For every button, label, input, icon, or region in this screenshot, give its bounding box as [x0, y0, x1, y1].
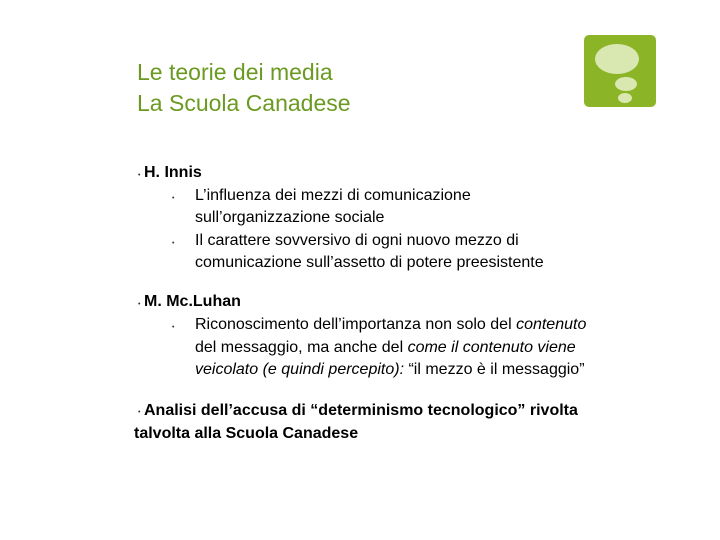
bullet-dot: •: [172, 195, 175, 202]
innis-item-2-line-2: comunicazione sull’assetto di potere preesistente: [195, 254, 544, 271]
analisi-line-1: Analisi dell’accusa di “determinismo tecnologico” rivolta: [144, 402, 578, 419]
bullet-dot: •: [172, 240, 175, 247]
text-run: “il mezzo è il messaggio”: [404, 361, 585, 378]
title-line-2: La Scuola Canadese: [137, 90, 351, 116]
text-run-italic: come il contenuto viene: [407, 339, 576, 356]
mcluhan-item-1-line-3: [195, 358, 585, 381]
text-run: del messaggio, ma anche del: [195, 339, 408, 356]
analisi-line-2: talvolta alla Scuola Canadese: [134, 425, 359, 442]
section-heading-innis: H. Innis: [144, 164, 202, 181]
text-run-italic: contenuto: [516, 316, 587, 333]
title-line-1: Le teorie dei media: [137, 59, 333, 85]
mcluhan-item-1-line-2: [195, 336, 576, 359]
bullet-dot: •: [138, 172, 141, 179]
bullet-dot: •: [172, 324, 175, 331]
innis-item-2-line-1: Il carattere sovversivo di ogni nuovo mezzo di: [195, 232, 519, 249]
bullet-dot: •: [138, 301, 141, 308]
text-run: Riconoscimento dell’importanza non solo del: [195, 316, 517, 333]
innis-item-1-line-2: sull’organizzazione sociale: [195, 209, 385, 226]
bullet-dot: •: [138, 409, 141, 416]
section-heading-mcluhan: M. Mc.Luhan: [144, 293, 241, 310]
text-run-italic: veicolato (e quindi percepito):: [195, 361, 405, 378]
mcluhan-item-1-line-1: [195, 313, 586, 336]
innis-item-1-line-1: L’influenza dei mezzi di comunicazione: [195, 187, 471, 204]
